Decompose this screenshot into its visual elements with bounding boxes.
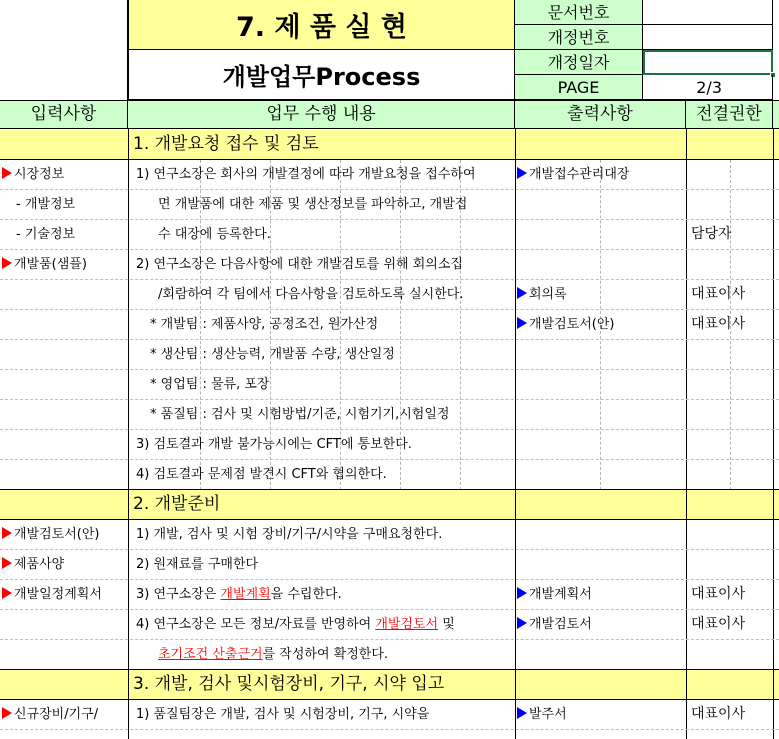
row-11-content[interactable]	[136, 460, 515, 489]
row-15-auth[interactable]	[691, 610, 773, 639]
section-title-2-text: 2. 개발준비	[133, 494, 221, 514]
red-triangle-icon	[2, 587, 12, 599]
grid-vline-2	[515, 129, 516, 739]
row-14-auth[interactable]	[691, 580, 773, 609]
row-6-content-text: * 개발팀 : 제품사양, 공정조건, 원가산정	[150, 317, 379, 332]
row-13-content[interactable]	[136, 550, 515, 579]
row-9-content[interactable]	[150, 400, 515, 429]
row-14-content-post: 을 수립한다.	[270, 587, 342, 602]
column-header-output-text: 출력사항	[567, 104, 633, 124]
document-subtitle-text: 개발업무Process	[222, 63, 421, 91]
row-17-input[interactable]	[2, 700, 128, 729]
row-12-input[interactable]	[2, 520, 128, 549]
row-14-content-pre: 3) 연구소장은	[136, 587, 221, 602]
row-1-output-text: 개발접수관리대장	[529, 167, 630, 182]
grid-hline-12	[0, 489, 779, 490]
column-header-auth-text: 전결권한	[696, 104, 762, 124]
blue-triangle-icon	[517, 287, 527, 299]
meta-value-page-text: 2/3	[696, 78, 722, 97]
row-9-content-text: * 품질팀 : 검사 및 시험방법/기준, 시험기기,시험일정	[150, 407, 450, 422]
row-13-input[interactable]	[2, 550, 128, 579]
red-triangle-icon	[2, 167, 12, 179]
meta-label-revision-number-text: 개정번호	[547, 28, 610, 47]
document-title-text: 7. 제 품 실 현	[236, 12, 407, 43]
meta-value-revision-number[interactable]	[643, 25, 773, 50]
row-4-input[interactable]	[2, 250, 128, 279]
section-title-3	[133, 670, 444, 699]
row-10-content[interactable]	[136, 430, 515, 459]
row-5-output-text: 회의록	[529, 287, 567, 302]
blue-triangle-icon	[517, 167, 527, 179]
row-1-output[interactable]	[517, 160, 686, 189]
row-6-content[interactable]	[150, 310, 515, 339]
meta-value-doc-number[interactable]	[643, 0, 773, 25]
row-2-content-text: 면 개발품에 대한 제품 및 생산정보를 파악하고, 개발접	[158, 197, 468, 212]
row-1-input-text: 시장정보	[14, 167, 65, 182]
meta-label-revision-date-text: 개정일자	[547, 53, 610, 72]
row-12-content[interactable]	[136, 520, 515, 549]
meta-label-revision-date	[515, 50, 643, 75]
row-16-content[interactable]	[158, 640, 515, 669]
row-17-input-text: 신규장비/기구/	[14, 707, 99, 722]
row-3-content-text: 수 대장에 등록한다.	[158, 227, 271, 242]
row-16-content-link[interactable]: 초기조건 산출근거	[158, 647, 263, 662]
row-1-input[interactable]	[2, 160, 128, 189]
meta-label-page-text: PAGE	[557, 78, 600, 97]
meta-label-page	[515, 75, 643, 100]
row-6-output[interactable]	[517, 310, 686, 339]
row-2-input[interactable]	[16, 190, 128, 219]
column-header-auth	[686, 100, 773, 129]
column-header-input	[0, 100, 128, 129]
row-3-content[interactable]	[158, 220, 515, 249]
column-header-input-text: 입력사항	[30, 104, 97, 124]
row-3-input-text: - 기술정보	[16, 227, 76, 242]
header-left-blank	[0, 0, 128, 100]
row-1-content-text: 1) 연구소장은 회사의 개발결정에 따라 개발요청을 접수하여	[136, 167, 476, 182]
row-15-output[interactable]	[517, 610, 686, 639]
row-10-content-text: 3) 검토결과 개발 불가능시에는 CFT에 통보한다.	[136, 437, 412, 452]
document-title	[128, 0, 515, 50]
row-13-input-text: 제품사양	[14, 557, 65, 572]
row-6-auth-text: 대표이사	[691, 316, 746, 332]
section-title-3-text: 3. 개발, 검사 및시험장비, 기구, 시약 입고	[133, 674, 445, 694]
row-5-auth-text: 대표이사	[691, 286, 746, 302]
row-12-content-text: 1) 개발, 검사 및 시험 장비/기구/시약을 구매요청한다.	[136, 527, 443, 542]
row-14-input-text: 개발일정계획서	[14, 587, 102, 602]
row-6-auth[interactable]	[691, 310, 773, 339]
meta-label-doc-number	[515, 0, 643, 25]
meta-value-page[interactable]	[643, 75, 773, 100]
row-14-input[interactable]	[2, 580, 128, 609]
column-header-content	[128, 100, 515, 129]
row-17-content-text: 1) 품질팀장은 개발, 검사 및 시험장비, 기구, 시약을	[136, 707, 430, 722]
red-triangle-icon	[2, 707, 12, 719]
row-15-content-post: 및	[438, 617, 455, 632]
row-17-output[interactable]	[517, 700, 686, 729]
row-15-content[interactable]	[136, 610, 515, 639]
row-7-content-text: * 생산팀 : 생산능력, 개발품 수량, 생산일정	[150, 347, 395, 362]
row-15-content-pre: 4) 연구소장은 모든 정보/자료를 반영하여	[136, 617, 376, 632]
section-row-2	[0, 490, 779, 519]
blue-triangle-icon	[517, 317, 527, 329]
row-1-content[interactable]	[136, 160, 515, 189]
section-row-1	[0, 130, 779, 159]
row-3-auth[interactable]	[691, 220, 773, 249]
row-17-content[interactable]	[136, 700, 515, 729]
blue-triangle-icon	[517, 707, 527, 719]
row-15-auth-text: 대표이사	[691, 616, 746, 632]
row-2-content[interactable]	[158, 190, 515, 219]
document-subtitle	[128, 50, 515, 100]
meta-value-revision-date[interactable]	[643, 50, 773, 75]
row-11-content-text: 4) 검토결과 문제점 발견시 CFT와 협의한다.	[136, 467, 387, 482]
grid-hline-20	[0, 729, 779, 730]
meta-label-doc-number-text: 문서번호	[547, 3, 610, 22]
grid-vline-1	[128, 129, 129, 739]
row-14-auth-text: 대표이사	[691, 586, 746, 602]
section-title-1	[133, 130, 319, 159]
row-17-auth-text: 대표이사	[691, 706, 746, 722]
row-5-output[interactable]	[517, 280, 686, 309]
row-3-input[interactable]	[16, 220, 128, 249]
row-4-input-text: 개발품(샘플)	[14, 257, 87, 272]
blue-triangle-icon	[517, 587, 527, 599]
red-triangle-icon	[2, 257, 12, 269]
row-4-content-text: 2) 연구소장은 다음사항에 대한 개발검토를 위해 회의소집	[136, 257, 463, 272]
blue-triangle-icon	[517, 617, 527, 629]
row-4-content[interactable]	[136, 250, 515, 279]
row-8-content-text: * 영업팀 : 물류, 포장	[150, 377, 270, 392]
row-3-auth-text: 담당자	[691, 226, 732, 242]
red-triangle-icon	[2, 557, 12, 569]
row-6-output-text: 개발검토서(안)	[529, 317, 615, 332]
row-13-content-text: 2) 원재료를 구매한다	[136, 557, 259, 572]
red-triangle-icon	[2, 527, 12, 539]
row-2-input-text: - 개발정보	[16, 197, 76, 212]
row-17-output-text: 발주서	[529, 707, 567, 722]
column-header-output	[515, 100, 686, 129]
row-14-output-text: 개발계획서	[529, 587, 592, 602]
row-14-content[interactable]	[136, 580, 515, 609]
row-17-auth[interactable]	[691, 700, 773, 729]
column-header-content-text: 업무 수행 내용	[266, 104, 376, 124]
row-7-content[interactable]	[150, 340, 515, 369]
row-16-content-post: 를 작성하여 확정한다.	[262, 647, 389, 662]
row-15-output-text: 개발검토서	[529, 617, 592, 632]
row-5-auth[interactable]	[691, 280, 773, 309]
section-title-2	[133, 490, 220, 519]
row-15-content-link[interactable]: 개발검토서	[375, 617, 439, 632]
grid-vline-3	[686, 129, 687, 739]
row-5-content-text: /회람하여 각 팀에서 다음사항을 검토하도록 실시한다.	[158, 287, 464, 302]
section-title-1-text: 1. 개발요청 접수 및 검토	[133, 134, 319, 154]
row-5-content[interactable]	[158, 280, 515, 309]
row-8-content[interactable]	[150, 370, 515, 399]
meta-label-revision-number	[515, 25, 643, 50]
row-12-input-text: 개발검토서(안)	[14, 527, 100, 542]
grid-vline-4	[773, 129, 774, 739]
row-14-content-link[interactable]: 개발계획	[220, 587, 271, 602]
row-14-output[interactable]	[517, 580, 686, 609]
